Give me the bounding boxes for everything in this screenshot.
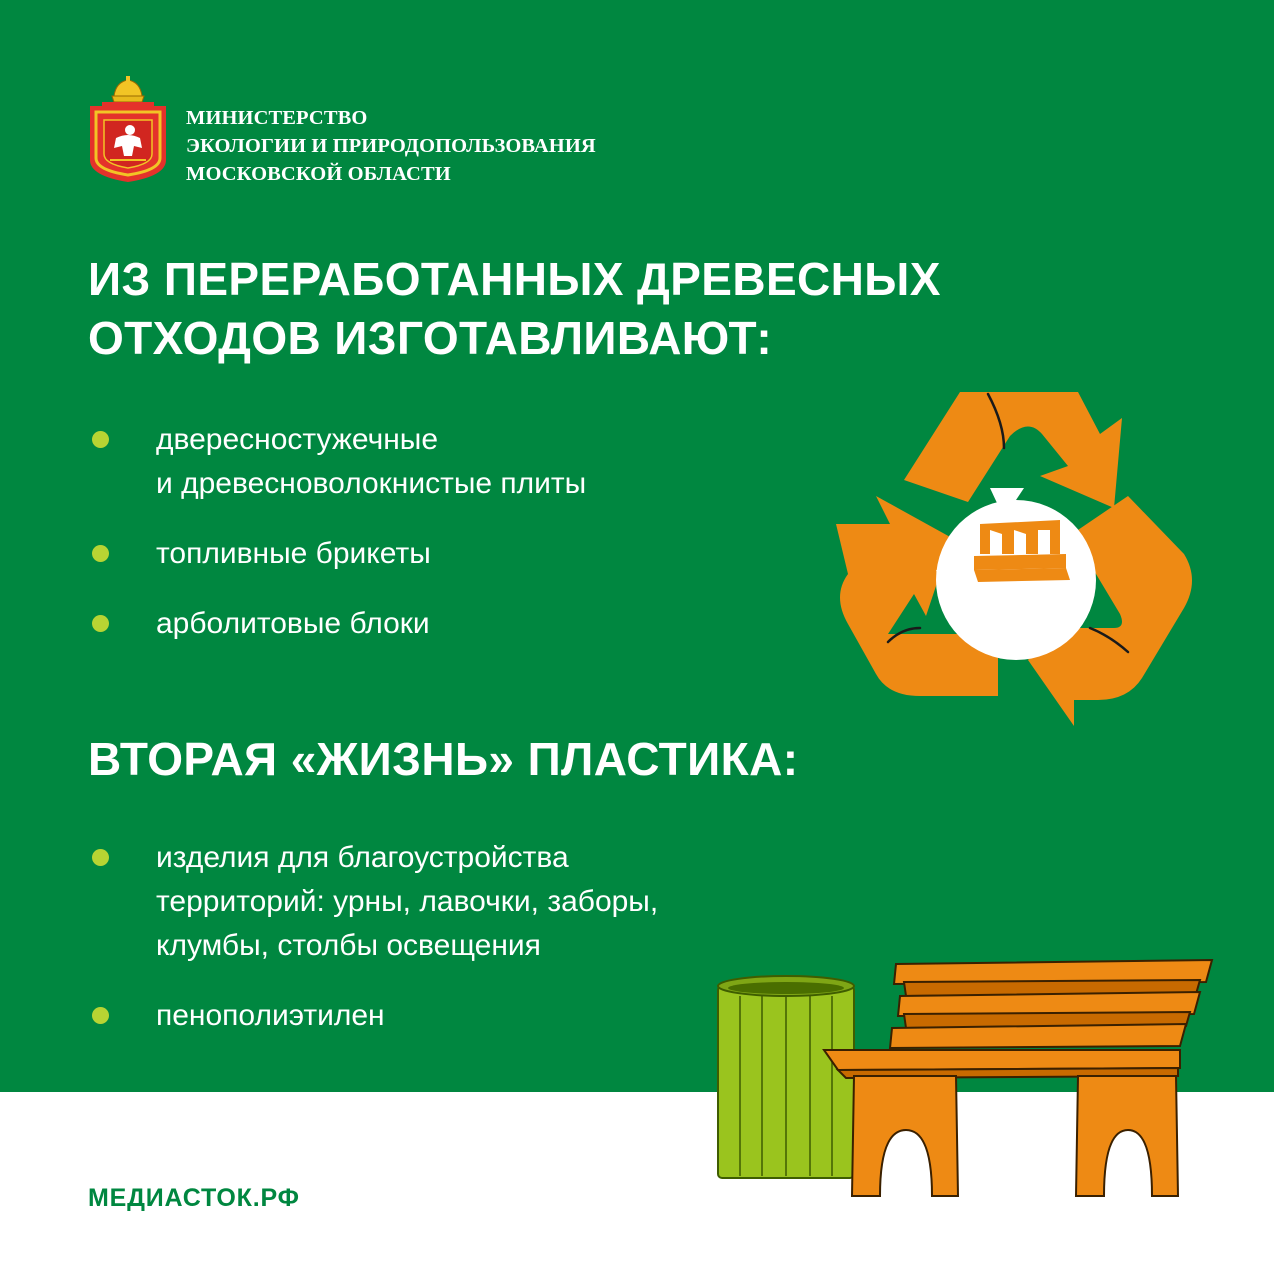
site-name[interactable]: МЕДИАСТОК.РФ — [88, 1184, 300, 1212]
ministry-line: ЭКОЛОГИИ И ПРИРОДОПОЛЬЗОВАНИЯ — [186, 135, 596, 157]
title-line: ОТХОДОВ ИЗГОТАВЛИВАЮТ: — [88, 312, 773, 364]
list-item-text: изделия для благоустройства территорий: урны, лавочки, заборы, клумбы, столбы освещения — [156, 841, 659, 962]
moscow-oblast-emblem-icon — [88, 76, 168, 184]
bench-icon — [824, 960, 1212, 1196]
plastic-products-list — [88, 836, 788, 1064]
list-item — [88, 836, 788, 968]
plastic-section-title — [88, 730, 798, 789]
title-line: ВТОРАЯ «ЖИЗНЬ» ПЛАСТИКА: — [88, 733, 799, 785]
ministry-line: МОСКОВСКОЙ ОБЛАСТИ — [186, 163, 451, 185]
bullet-icon — [92, 615, 109, 632]
wood-section-title — [88, 250, 941, 368]
list-item — [88, 418, 788, 506]
recycle-icon — [828, 384, 1204, 736]
list-item — [88, 994, 788, 1038]
furniture-illustration — [700, 940, 1230, 1210]
list-item-text: пенополиэтилен — [156, 999, 385, 1032]
trash-bin-icon — [718, 976, 854, 1178]
list-item — [88, 532, 788, 576]
ministry-name — [186, 104, 596, 188]
list-item — [88, 602, 788, 646]
list-item-text: арболитовые блоки — [156, 607, 430, 640]
bullet-icon — [92, 431, 109, 448]
ministry-line: МИНИСТЕРСТВО — [186, 107, 368, 129]
bullet-icon — [92, 545, 109, 562]
wood-products-list — [88, 418, 788, 672]
title-line: ИЗ ПЕРЕРАБОТАННЫХ ДРЕВЕСНЫХ — [88, 253, 941, 305]
list-item-text: двересностужечные и древесноволокнистые плиты — [156, 423, 587, 500]
list-item-text: топливные брикеты — [156, 537, 431, 570]
bullet-icon — [92, 849, 109, 866]
bullet-icon — [92, 1007, 109, 1024]
